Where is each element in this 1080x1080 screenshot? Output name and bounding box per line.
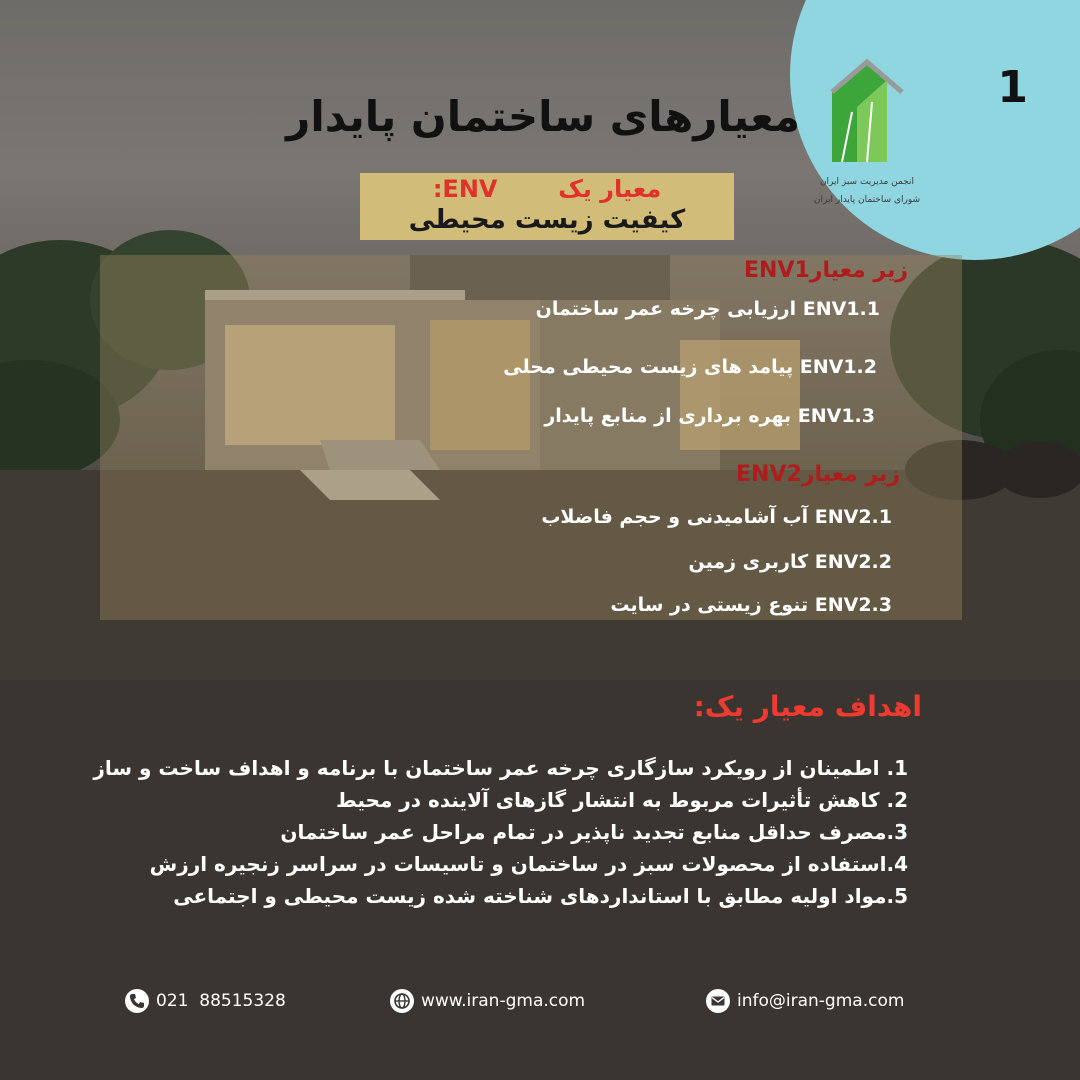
criterion-label: معیار یک (558, 175, 662, 203)
footer-phone[interactable] (125, 988, 286, 1014)
sub-item-env1-3: ENV1.3 بهره برداری از منابع پایدار (544, 405, 875, 427)
goal-item: 1. اطمینان از رویکرد سازگاری چرخه عمر ساختمان با برنامه و اهداف ساخت و ساز (93, 756, 908, 780)
email-address: info@iran-gma.com (737, 991, 905, 1011)
goal-item: 3.مصرف حداقل منابع تجدید ناپذیر در تمام مراحل عمر ساختمان (280, 820, 908, 844)
phone-number: 021 88515328 (156, 991, 286, 1011)
logo (812, 52, 922, 212)
page-title: معیارهای ساختمان پایدار (286, 92, 800, 141)
website-url: www.iran-gma.com (421, 991, 586, 1011)
sub-item-env1-1: ENV1.1 ارزیابی چرخه عمر ساختمان (535, 298, 880, 320)
sub-criterion-heading-env2: زیر معیارENV2 (736, 462, 900, 487)
globe-icon (390, 989, 414, 1013)
criterion-name: کیفیت زیست محیطی (408, 205, 686, 235)
goal-item: 4.استفاده از محصولات سبز در ساختمان و تاسیسات در سراسر زنجیره ارزش (149, 852, 908, 876)
criterion-box (360, 173, 734, 240)
goals-list (93, 752, 908, 912)
sub-item-env2-3: ENV2.3 تنوع زیستی در سایت (610, 594, 892, 616)
criterion-code: ENV: (432, 175, 498, 203)
phone-icon (125, 989, 149, 1013)
goals-title: اهداف معیار یک: (693, 690, 922, 723)
footer-email[interactable] (706, 988, 904, 1014)
goal-item: 2. کاهش تأثیرات مربوط به انتشار گازهای آلاینده در محیط (335, 788, 908, 812)
sub-criterion-heading-env1: زیر معیارENV1 (744, 258, 908, 283)
page-number: 1 (997, 62, 1028, 113)
sub-item-env2-2: ENV2.2 کاربری زمین (688, 551, 892, 573)
footer-website[interactable] (390, 988, 585, 1014)
logo-text-2: شورای ساختمان پایدار ایران (813, 195, 921, 205)
sub-item-env1-2: ENV1.2 پیامد های زیست محیطی محلی (503, 356, 877, 378)
email-icon (706, 989, 730, 1013)
criterion-label-line (360, 175, 734, 203)
sub-item-env2-1: ENV2.1 آب آشامیدنی و حجم فاضلاب (541, 506, 892, 528)
goal-item: 5.مواد اولیه مطابق با استانداردهای شناخته شده زیست محیطی و اجتماعی (173, 884, 908, 908)
logo-text-1: انجمن مدیریت سبز ایران (819, 177, 915, 187)
